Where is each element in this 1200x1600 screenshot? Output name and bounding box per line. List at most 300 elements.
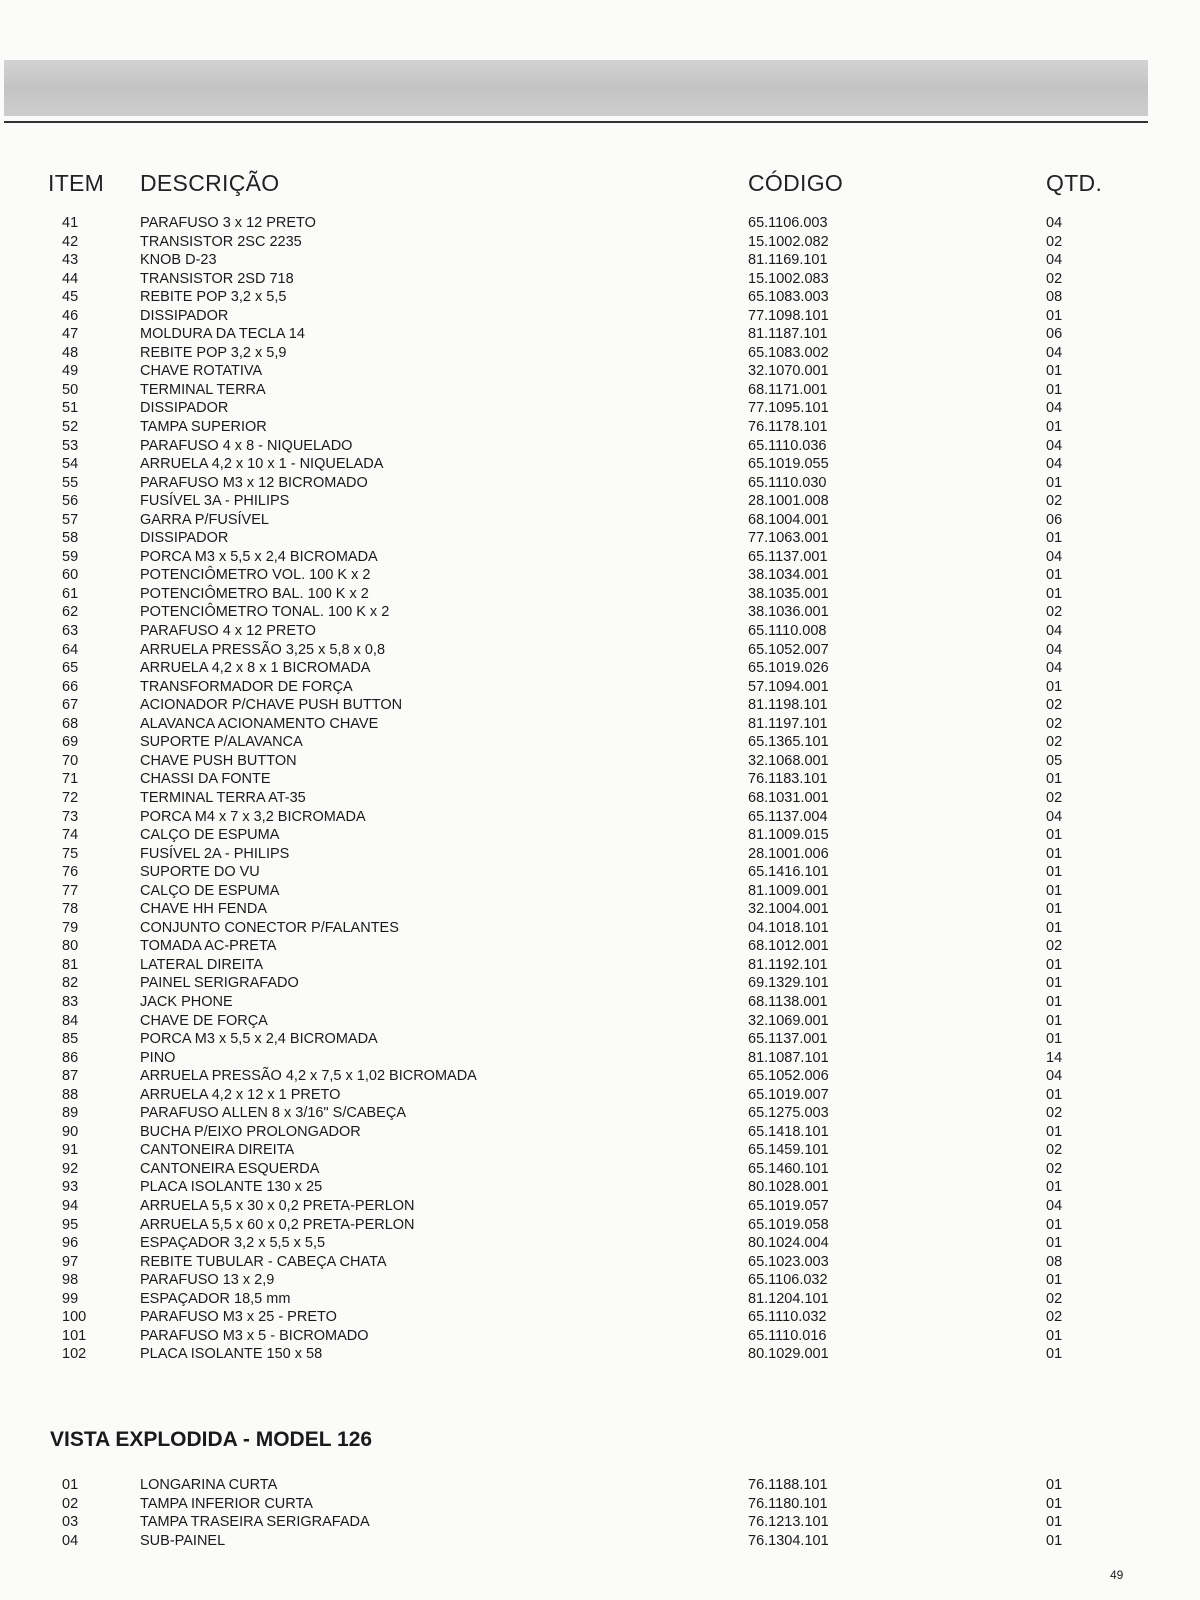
item-number: 53 [62, 437, 79, 454]
part-quantity: 04 [1046, 548, 1063, 565]
part-quantity: 01 [1046, 585, 1063, 602]
part-quantity: 02 [1046, 697, 1063, 714]
part-code: 65.1110.030 [748, 474, 827, 491]
table-row [0, 455, 1200, 474]
table-row [0, 770, 1200, 789]
part-quantity: 04 [1046, 344, 1063, 361]
table-row [0, 826, 1200, 845]
column-header-codigo: CÓDIGO [748, 170, 844, 196]
part-description: DISSIPADOR [140, 530, 229, 547]
item-number: 56 [62, 493, 79, 510]
part-description: JACK PHONE [140, 993, 233, 1010]
item-number: 64 [62, 641, 79, 658]
part-description: ACIONADOR P/CHAVE PUSH BUTTON [140, 697, 403, 714]
table-row [0, 622, 1200, 641]
part-quantity: 01 [1046, 530, 1063, 547]
part-quantity: 02 [1046, 1160, 1063, 1177]
item-number: 89 [62, 1105, 79, 1122]
item-number: 94 [62, 1197, 79, 1214]
part-description: TAMPA SUPERIOR [140, 419, 267, 436]
table-row [0, 1197, 1200, 1216]
table-row [0, 381, 1200, 400]
table-row [0, 270, 1200, 289]
part-code: 65.1083.002 [748, 344, 829, 361]
part-code: 65.1416.101 [748, 864, 829, 881]
table-row [0, 362, 1200, 381]
part-description: CHAVE PUSH BUTTON [140, 752, 297, 769]
part-description: ARRUELA 4,2 x 10 x 1 - NIQUELADA [140, 456, 384, 473]
part-description: ARRUELA PRESSÃO 4,2 x 7,5 x 1,02 BICROMADA [140, 1068, 477, 1085]
item-number: 68 [62, 715, 79, 732]
table-row [0, 659, 1200, 678]
part-description: CANTONEIRA DIREITA [140, 1142, 295, 1159]
part-description: POTENCIÔMETRO BAL. 100 K x 2 [140, 585, 369, 602]
item-number: 76 [62, 864, 79, 881]
part-code: 77.1095.101 [748, 400, 829, 417]
table-row [0, 1178, 1200, 1197]
part-code: 80.1028.001 [748, 1179, 829, 1196]
part-description: PORCA M4 x 7 x 3,2 BICROMADA [140, 808, 366, 825]
part-quantity: 01 [1046, 363, 1063, 380]
part-description: ALAVANCA ACIONAMENTO CHAVE [140, 715, 379, 732]
part-code: 81.1204.101 [748, 1290, 829, 1307]
part-description: TAMPA INFERIOR CURTA [140, 1495, 313, 1512]
item-number: 52 [62, 419, 79, 436]
part-code: 15.1002.083 [748, 270, 829, 287]
part-quantity: 04 [1046, 808, 1063, 825]
part-description: POTENCIÔMETRO TONAL. 100 K x 2 [140, 604, 390, 621]
table-row [0, 474, 1200, 493]
part-code: 76.1180.101 [748, 1495, 828, 1512]
table-row [0, 1012, 1200, 1031]
part-quantity: 01 [1046, 1179, 1063, 1196]
part-quantity: 02 [1046, 734, 1063, 751]
parts-list [0, 214, 1200, 1364]
part-description: TOMADA AC-PRETA [140, 938, 277, 955]
item-number: 82 [62, 975, 79, 992]
part-quantity: 04 [1046, 660, 1063, 677]
part-code: 68.1171.001 [748, 381, 828, 398]
table-row [0, 1513, 1200, 1532]
part-code: 76.1178.101 [748, 419, 828, 436]
part-quantity: 02 [1046, 1309, 1063, 1326]
part-description: PARAFUSO 13 x 2,9 [140, 1272, 275, 1289]
part-code: 04.1018.101 [748, 919, 829, 936]
item-number: 63 [62, 623, 79, 640]
item-number: 55 [62, 474, 79, 491]
part-code: 65.1418.101 [748, 1123, 829, 1140]
part-description: BUCHA P/EIXO PROLONGADOR [140, 1123, 361, 1140]
part-quantity: 02 [1046, 938, 1063, 955]
table-row [0, 808, 1200, 827]
table-row [0, 993, 1200, 1012]
part-code: 65.1460.101 [748, 1160, 829, 1177]
part-quantity: 01 [1046, 827, 1063, 844]
item-number: 102 [62, 1346, 87, 1363]
part-quantity: 01 [1046, 1216, 1063, 1233]
table-row [0, 937, 1200, 956]
part-quantity: 04 [1046, 623, 1063, 640]
header-rule [4, 121, 1148, 123]
part-code: 68.1138.001 [748, 993, 828, 1010]
table-row [0, 1049, 1200, 1068]
table-row [0, 1308, 1200, 1327]
item-number: 01 [62, 1477, 79, 1493]
part-code: 65.1110.032 [748, 1309, 827, 1326]
part-code: 76.1213.101 [748, 1514, 829, 1531]
item-number: 54 [62, 456, 79, 473]
item-number: 92 [62, 1160, 79, 1177]
item-number: 57 [62, 511, 79, 528]
part-description: PLACA ISOLANTE 130 x 25 [140, 1179, 323, 1196]
part-quantity: 02 [1046, 604, 1063, 621]
part-quantity: 08 [1046, 289, 1063, 306]
table-row [0, 974, 1200, 993]
table-row [0, 1160, 1200, 1179]
part-code: 76.1188.101 [748, 1477, 828, 1493]
part-code: 81.1192.101 [748, 956, 828, 973]
part-quantity: 01 [1046, 474, 1063, 491]
part-quantity: 01 [1046, 901, 1063, 918]
part-description: CALÇO DE ESPUMA [140, 827, 280, 844]
item-number: 100 [62, 1309, 87, 1326]
part-quantity: 06 [1046, 326, 1063, 343]
part-code: 80.1029.001 [748, 1346, 829, 1363]
part-description: ARRUELA PRESSÃO 3,25 x 5,8 x 0,8 [140, 641, 386, 658]
table-row [0, 696, 1200, 715]
part-quantity: 04 [1046, 1068, 1063, 1085]
part-description: KNOB D-23 [140, 252, 217, 269]
table-row [0, 1253, 1200, 1272]
part-code: 28.1001.006 [748, 845, 829, 862]
part-quantity: 04 [1046, 641, 1063, 658]
table-row [0, 548, 1200, 567]
item-number: 04 [62, 1532, 79, 1549]
part-description: TERMINAL TERRA [140, 381, 266, 398]
part-quantity: 01 [1046, 956, 1063, 973]
part-code: 65.1137.004 [748, 808, 828, 825]
part-code: 81.1009.001 [748, 882, 829, 899]
table-row [0, 511, 1200, 530]
part-code: 65.1137.001 [748, 1031, 828, 1048]
item-number: 59 [62, 548, 79, 565]
column-header-descricao: DESCRIÇÃO [140, 170, 280, 196]
part-code: 81.1009.015 [748, 827, 829, 844]
part-description: PARAFUSO 4 x 12 PRETO [140, 623, 316, 640]
table-row [0, 956, 1200, 975]
part-quantity: 01 [1046, 864, 1063, 881]
part-description: LATERAL DIREITA [140, 956, 264, 973]
part-quantity: 01 [1046, 567, 1063, 584]
part-quantity: 01 [1046, 1123, 1063, 1140]
column-header-item: ITEM [48, 170, 105, 196]
item-number: 98 [62, 1272, 79, 1289]
part-quantity: 02 [1046, 493, 1063, 510]
part-code: 69.1329.101 [748, 975, 829, 992]
table-row [0, 251, 1200, 270]
item-number: 77 [62, 882, 79, 899]
table-row [0, 900, 1200, 919]
item-number: 91 [62, 1142, 79, 1159]
page-number: 49 [1110, 1568, 1124, 1582]
part-quantity: 01 [1046, 381, 1063, 398]
part-description: PARAFUSO 3 x 12 PRETO [140, 215, 316, 231]
part-code: 38.1034.001 [748, 567, 829, 584]
part-quantity: 04 [1046, 215, 1063, 231]
part-quantity: 01 [1046, 1272, 1063, 1289]
part-code: 65.1052.007 [748, 641, 829, 658]
table-row [0, 752, 1200, 771]
item-number: 03 [62, 1514, 79, 1531]
item-number: 86 [62, 1049, 79, 1066]
table-row [0, 344, 1200, 363]
part-code: 57.1094.001 [748, 678, 829, 695]
part-description: SUB-PAINEL [140, 1532, 226, 1549]
part-description: TRANSISTOR 2SC 2235 [140, 233, 302, 250]
part-code: 65.1019.058 [748, 1216, 829, 1233]
part-description: PAINEL SERIGRAFADO [140, 975, 299, 992]
part-code: 65.1023.003 [748, 1253, 829, 1270]
part-description: POTENCIÔMETRO VOL. 100 K x 2 [140, 567, 371, 584]
part-description: SUPORTE DO VU [140, 864, 260, 881]
table-row [0, 845, 1200, 864]
table-row [0, 1327, 1200, 1346]
item-number: 49 [62, 363, 79, 380]
item-number: 71 [62, 771, 79, 788]
part-description: ESPAÇADOR 3,2 x 5,5 x 5,5 [140, 1235, 326, 1252]
item-number: 61 [62, 585, 79, 602]
part-code: 65.1019.055 [748, 456, 829, 473]
part-description: REBITE POP 3,2 x 5,5 [140, 289, 287, 306]
part-code: 65.1019.026 [748, 660, 829, 677]
part-description: PORCA M3 x 5,5 x 2,4 BICROMADA [140, 1031, 378, 1048]
table-row [0, 919, 1200, 938]
part-description: CALÇO DE ESPUMA [140, 882, 280, 899]
part-description: CHAVE HH FENDA [140, 901, 268, 918]
table-row [0, 733, 1200, 752]
table-row [0, 678, 1200, 697]
item-number: 70 [62, 752, 79, 769]
item-number: 88 [62, 1086, 79, 1103]
part-quantity: 04 [1046, 1197, 1063, 1214]
item-number: 48 [62, 344, 79, 361]
part-quantity: 02 [1046, 789, 1063, 806]
table-row [0, 325, 1200, 344]
table-row [0, 603, 1200, 622]
item-number: 97 [62, 1253, 79, 1270]
part-quantity: 01 [1046, 1532, 1063, 1549]
item-number: 87 [62, 1068, 79, 1085]
part-quantity: 01 [1046, 1346, 1063, 1363]
part-code: 32.1069.001 [748, 1012, 829, 1029]
part-description: REBITE POP 3,2 x 5,9 [140, 344, 287, 361]
item-number: 62 [62, 604, 79, 621]
part-code: 81.1087.101 [748, 1049, 829, 1066]
table-row [0, 882, 1200, 901]
item-number: 69 [62, 734, 79, 751]
part-code: 81.1197.101 [748, 715, 828, 732]
part-quantity: 04 [1046, 252, 1063, 269]
table-row [0, 288, 1200, 307]
table-row [0, 1234, 1200, 1253]
item-number: 85 [62, 1031, 79, 1048]
part-description: PARAFUSO ALLEN 8 x 3/16" S/CABEÇA [140, 1105, 406, 1122]
part-quantity: 04 [1046, 437, 1063, 454]
part-description: FUSÍVEL 2A - PHILIPS [140, 845, 290, 862]
part-quantity: 01 [1046, 1086, 1063, 1103]
part-quantity: 02 [1046, 1142, 1063, 1159]
table-row [0, 1104, 1200, 1123]
item-number: 42 [62, 233, 79, 250]
item-number: 78 [62, 901, 79, 918]
item-number: 43 [62, 252, 79, 269]
part-quantity: 01 [1046, 1495, 1063, 1512]
part-quantity: 01 [1046, 1477, 1063, 1493]
part-code: 68.1012.001 [748, 938, 829, 955]
part-code: 68.1031.001 [748, 789, 829, 806]
part-quantity: 01 [1046, 919, 1063, 936]
part-quantity: 05 [1046, 752, 1063, 769]
item-number: 81 [62, 956, 79, 973]
table-row [0, 1271, 1200, 1290]
part-quantity: 04 [1046, 400, 1063, 417]
exploded-view-parts-list [0, 1476, 1200, 1550]
part-code: 65.1365.101 [748, 734, 829, 751]
part-description: CANTONEIRA ESQUERDA [140, 1160, 320, 1177]
table-row [0, 1141, 1200, 1160]
part-code: 76.1304.101 [748, 1532, 829, 1549]
part-description: DISSIPADOR [140, 400, 229, 417]
item-number: 95 [62, 1216, 79, 1233]
item-number: 93 [62, 1179, 79, 1196]
part-quantity: 01 [1046, 1012, 1063, 1029]
part-code: 65.1106.003 [748, 215, 828, 231]
part-description: PARAFUSO M3 x 5 - BICROMADO [140, 1327, 369, 1344]
part-code: 15.1002.082 [748, 233, 829, 250]
part-quantity: 02 [1046, 1290, 1063, 1307]
table-row [0, 1086, 1200, 1105]
part-quantity: 01 [1046, 1235, 1063, 1252]
item-number: 75 [62, 845, 79, 862]
part-description: DISSIPADOR [140, 307, 229, 324]
item-number: 73 [62, 808, 79, 825]
table-row [0, 1476, 1200, 1495]
part-quantity: 01 [1046, 1031, 1063, 1048]
part-quantity: 08 [1046, 1253, 1063, 1270]
part-quantity: 01 [1046, 975, 1063, 992]
part-code: 81.1198.101 [748, 697, 828, 714]
table-row [0, 307, 1200, 326]
item-number: 67 [62, 697, 79, 714]
part-code: 65.1019.007 [748, 1086, 829, 1103]
part-quantity: 01 [1046, 882, 1063, 899]
part-description: CHASSI DA FONTE [140, 771, 271, 788]
table-row [0, 418, 1200, 437]
table-row [0, 399, 1200, 418]
item-number: 46 [62, 307, 79, 324]
part-description: FUSÍVEL 3A - PHILIPS [140, 493, 290, 510]
part-quantity: 01 [1046, 1514, 1063, 1531]
item-number: 50 [62, 381, 79, 398]
item-number: 101 [62, 1327, 87, 1344]
part-quantity: 01 [1046, 307, 1063, 324]
table-row [0, 1216, 1200, 1235]
part-description: PLACA ISOLANTE 150 x 58 [140, 1346, 323, 1363]
part-code: 38.1036.001 [748, 604, 829, 621]
part-code: 81.1169.101 [748, 252, 828, 269]
part-description: TAMPA TRASEIRA SERIGRAFADA [140, 1514, 370, 1531]
part-description: CHAVE ROTATIVA [140, 363, 263, 380]
item-number: 99 [62, 1290, 79, 1307]
part-code: 65.1459.101 [748, 1142, 829, 1159]
part-description: CHAVE DE FORÇA [140, 1012, 268, 1029]
table-row [0, 585, 1200, 604]
table-row [0, 492, 1200, 511]
part-code: 65.1110.016 [748, 1327, 827, 1344]
part-quantity: 01 [1046, 771, 1063, 788]
part-description: ARRUELA 4,2 x 8 x 1 BICROMADA [140, 660, 371, 677]
item-number: 58 [62, 530, 79, 547]
item-number: 84 [62, 1012, 79, 1029]
part-code: 32.1068.001 [748, 752, 829, 769]
table-row [0, 1030, 1200, 1049]
part-quantity: 04 [1046, 456, 1063, 473]
part-code: 65.1106.032 [748, 1272, 828, 1289]
part-code: 28.1001.008 [748, 493, 829, 510]
item-number: 65 [62, 660, 79, 677]
part-description: ARRUELA 4,2 x 12 x 1 PRETO [140, 1086, 341, 1103]
table-row [0, 233, 1200, 252]
part-quantity: 01 [1046, 678, 1063, 695]
part-code: 65.1137.001 [748, 548, 828, 565]
item-number: 74 [62, 827, 79, 844]
item-number: 41 [62, 215, 79, 231]
part-code: 65.1110.008 [748, 623, 827, 640]
part-description: PORCA M3 x 5,5 x 2,4 BICROMADA [140, 548, 378, 565]
table-row [0, 529, 1200, 548]
part-code: 65.1052.006 [748, 1068, 829, 1085]
item-number: 90 [62, 1123, 79, 1140]
item-number: 66 [62, 678, 79, 695]
table-row [0, 1067, 1200, 1086]
part-quantity: 01 [1046, 993, 1063, 1010]
part-description: GARRA P/FUSÍVEL [140, 511, 269, 528]
table-row [0, 1123, 1200, 1142]
table-row [0, 863, 1200, 882]
item-number: 44 [62, 270, 79, 287]
part-code: 81.1187.101 [748, 326, 828, 343]
column-header-qtd: QTD. [1046, 170, 1103, 196]
part-description: PINO [140, 1049, 176, 1066]
part-code: 77.1098.101 [748, 307, 829, 324]
table-row [0, 1532, 1200, 1551]
item-number: 60 [62, 567, 79, 584]
part-code: 77.1063.001 [748, 530, 829, 547]
table-row [0, 1290, 1200, 1309]
item-number: 02 [62, 1495, 79, 1512]
item-number: 80 [62, 938, 79, 955]
part-code: 38.1035.001 [748, 585, 829, 602]
part-description: SUPORTE P/ALAVANCA [140, 734, 303, 751]
table-row [0, 1495, 1200, 1514]
part-code: 65.1275.003 [748, 1105, 829, 1122]
part-description: PARAFUSO 4 x 8 - NIQUELADO [140, 437, 353, 454]
part-description: REBITE TUBULAR - CABEÇA CHATA [140, 1253, 387, 1270]
part-quantity: 01 [1046, 845, 1063, 862]
table-row [0, 641, 1200, 660]
item-number: 45 [62, 289, 79, 306]
part-quantity: 06 [1046, 511, 1063, 528]
